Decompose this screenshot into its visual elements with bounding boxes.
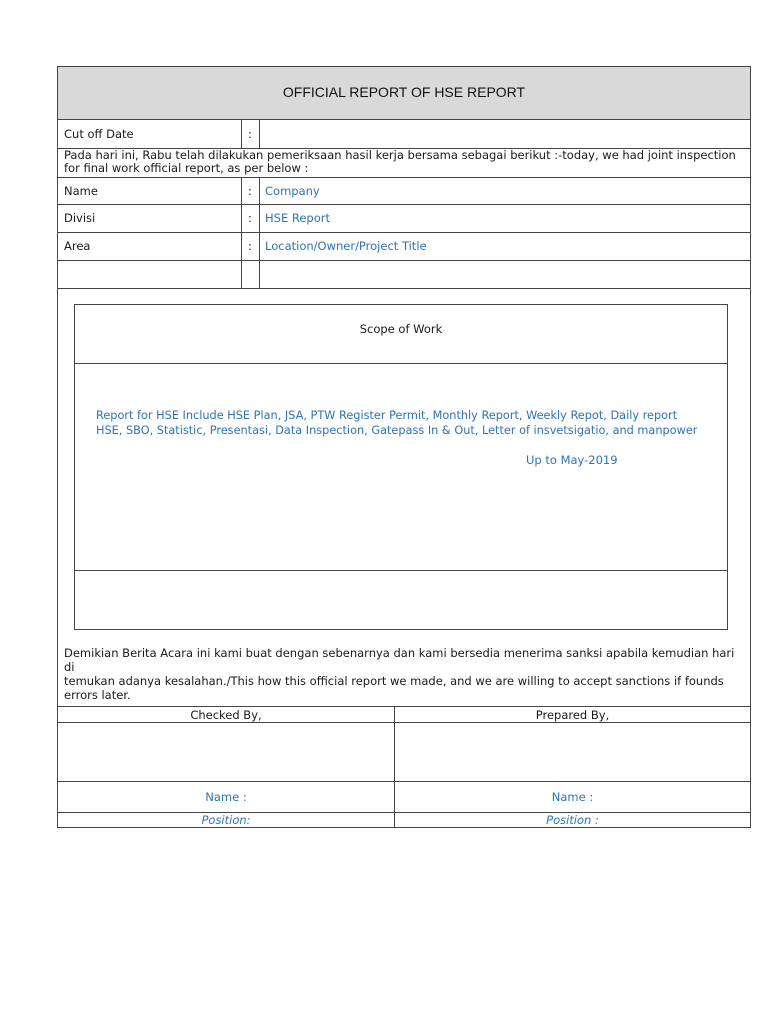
divisi-value[interactable]: HSE Report — [265, 211, 330, 225]
divisi-colon: : — [248, 211, 252, 225]
divider — [58, 177, 750, 178]
area-colon: : — [248, 239, 252, 253]
area-value[interactable]: Location/Owner/Project Title — [265, 239, 427, 253]
divider — [58, 781, 750, 782]
divider — [58, 204, 750, 205]
column-divider — [241, 177, 242, 288]
cutoff-colon: : — [248, 127, 252, 141]
scope-title: Scope of Work — [359, 322, 443, 336]
column-divider — [241, 119, 242, 148]
scope-line: Report for HSE Include HSE Plan, JSA, PTW Register Permit, Monthly Report, Weekly Repot, Daily report — [96, 409, 678, 422]
divider — [75, 570, 727, 571]
closing-paragraph — [64, 646, 748, 702]
scope-of-work-box — [74, 304, 728, 630]
closing-line: Demikian Berita Acara ini kami buat dengan sebenarnya dan kami bersedia menerima sanksi apabila kemudian hari di — [64, 646, 735, 674]
title-bar — [58, 67, 750, 120]
scope-line: HSE, SBO, Statistic, Presentasi, Data Inspection, Gatepass In & Out, Letter of insvetsigatio, and manpower — [96, 424, 698, 437]
prepared-by-heading: Prepared By, — [535, 708, 610, 722]
checked-by-name[interactable]: Name : — [205, 790, 247, 804]
prepared-by-signature-area[interactable] — [396, 723, 749, 780]
checked-by-signature-area[interactable] — [59, 723, 393, 780]
empty-field[interactable] — [260, 261, 749, 288]
intro-line: for final work official report, as per below : — [64, 161, 309, 175]
divider — [58, 706, 750, 707]
intro-line: Pada hari ini, Rabu telah dilakukan pemeriksaan hasil kerja bersama sebagai berikut :-today, we had joint inspection — [64, 148, 736, 162]
scope-date: Up to May-2019 — [526, 453, 618, 467]
prepared-by-position[interactable]: Position : — [546, 813, 599, 827]
closing-line: temukan adanya kesalahan./This how this official report we made, and we are willing to accept sanctions if founds — [64, 674, 724, 688]
scope-description — [96, 408, 726, 438]
intro-paragraph — [64, 149, 748, 175]
report-form — [57, 66, 751, 828]
name-colon: : — [248, 184, 252, 198]
closing-line: errors later. — [64, 688, 131, 702]
page-title: OFFICIAL REPORT OF HSE REPORT — [282, 84, 526, 100]
cutoff-date-label: Cut off Date — [64, 127, 134, 141]
checked-by-heading: Checked By, — [190, 708, 262, 722]
cutoff-date-field[interactable] — [260, 120, 749, 148]
checked-by-position[interactable]: Position: — [201, 813, 251, 827]
divisi-label: Divisi — [64, 211, 96, 225]
name-value[interactable]: Company — [265, 184, 320, 198]
prepared-by-name[interactable]: Name : — [551, 790, 594, 804]
divider — [58, 232, 750, 233]
divider — [75, 363, 727, 364]
area-label: Area — [64, 239, 91, 253]
divider — [58, 288, 750, 289]
column-divider — [394, 706, 395, 828]
name-label: Name — [64, 184, 98, 198]
